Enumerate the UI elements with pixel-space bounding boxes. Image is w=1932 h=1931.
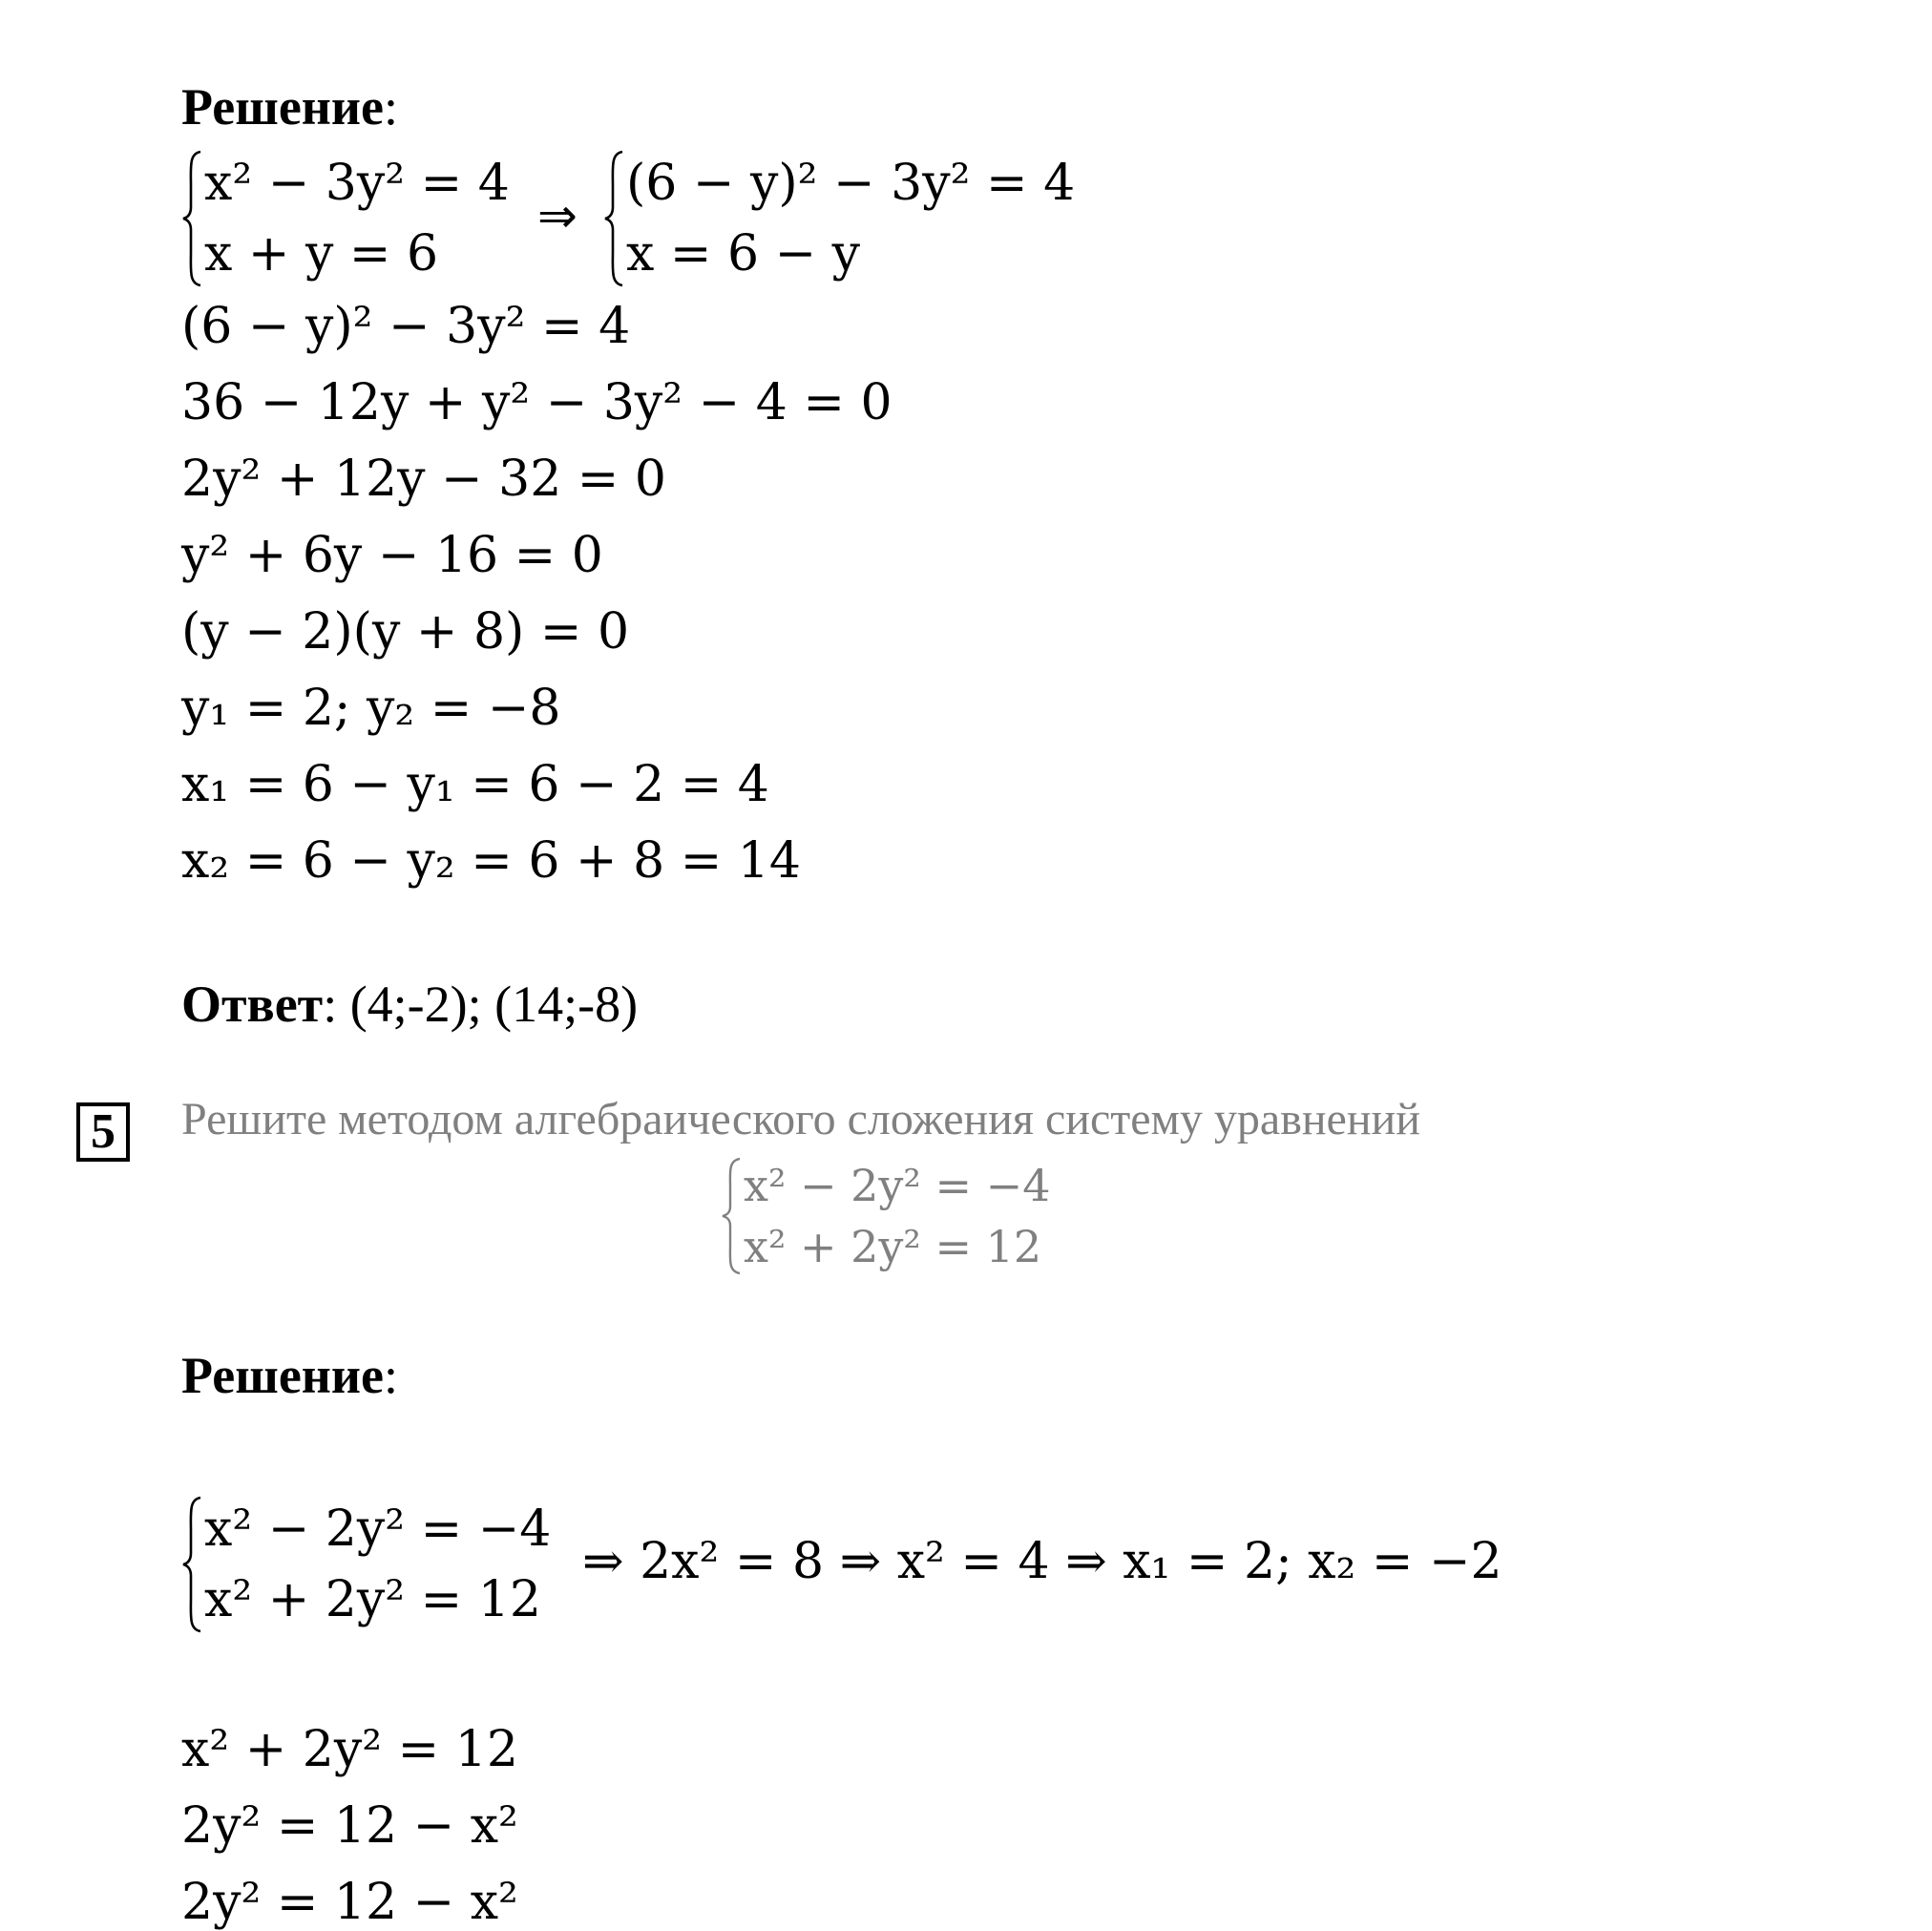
curly-brace-icon xyxy=(603,148,624,289)
curly-brace-icon xyxy=(181,148,202,289)
solution-heading-colon: : xyxy=(384,78,399,136)
implies-arrow: ⇒ xyxy=(537,188,578,243)
answer-line xyxy=(181,976,638,1033)
solution-step: 2y² + 12y − 32 = 0 xyxy=(181,451,666,508)
equation-system-substituted xyxy=(603,148,1100,289)
solution-step: (6 − y)² − 3y² = 4 xyxy=(181,298,631,355)
system-row: x² − 2y² = −4 xyxy=(204,1501,552,1558)
equation-system-addition xyxy=(181,1494,582,1635)
solution-step: y² + 6y − 16 = 0 xyxy=(181,527,603,584)
solution-step: 2y² = 12 − x² xyxy=(181,1874,518,1931)
solution-heading-label: Решение xyxy=(181,78,384,136)
answer-label: Ответ xyxy=(181,976,324,1033)
solution-step: (y − 2)(y + 8) = 0 xyxy=(181,603,630,661)
solution-step: 36 − 12y + y² − 3y² − 4 = 0 xyxy=(181,374,892,431)
system-row: x = 6 − y xyxy=(626,225,861,283)
solution-step: y₁ = 2; y₂ = −8 xyxy=(181,680,561,737)
solution-step: x₁ = 6 − y₁ = 6 − 2 = 4 xyxy=(181,756,769,813)
system-row: x² − 2y² = −4 xyxy=(744,1160,1051,1211)
task-equation-system xyxy=(721,1155,1083,1277)
system-row: (6 − y)² − 3y² = 4 xyxy=(626,155,1076,212)
system-row: x² − 3y² = 4 xyxy=(204,155,510,212)
solution-heading xyxy=(181,1347,398,1404)
system-row: x² + 2y² = 12 xyxy=(744,1221,1042,1272)
task-number-badge: 5 xyxy=(76,1102,130,1162)
system-row: x² + 2y² = 12 xyxy=(204,1571,541,1628)
solution-step: x² + 2y² = 12 xyxy=(181,1721,518,1778)
answer-value: : (4;-2); (14;-8) xyxy=(323,976,639,1033)
solution-step: 2y² = 12 − x² xyxy=(181,1797,518,1855)
equation-system-original xyxy=(181,148,544,289)
solution-heading xyxy=(181,78,398,136)
solution-step: x₂ = 6 − y₂ = 6 + 8 = 14 xyxy=(181,832,801,890)
solution-heading-colon: : xyxy=(384,1347,399,1404)
result-chain: ⇒ 2x² = 8 ⇒ x² = 4 ⇒ x₁ = 2; x₂ = −2 xyxy=(582,1533,1502,1590)
system-row: x + y = 6 xyxy=(204,225,439,283)
curly-brace-icon xyxy=(181,1494,202,1635)
solution-heading-label: Решение xyxy=(181,1347,384,1404)
curly-brace-icon xyxy=(721,1155,742,1277)
task-prompt: Решите методом алгебраического сложения систему уравнений xyxy=(181,1094,1420,1144)
